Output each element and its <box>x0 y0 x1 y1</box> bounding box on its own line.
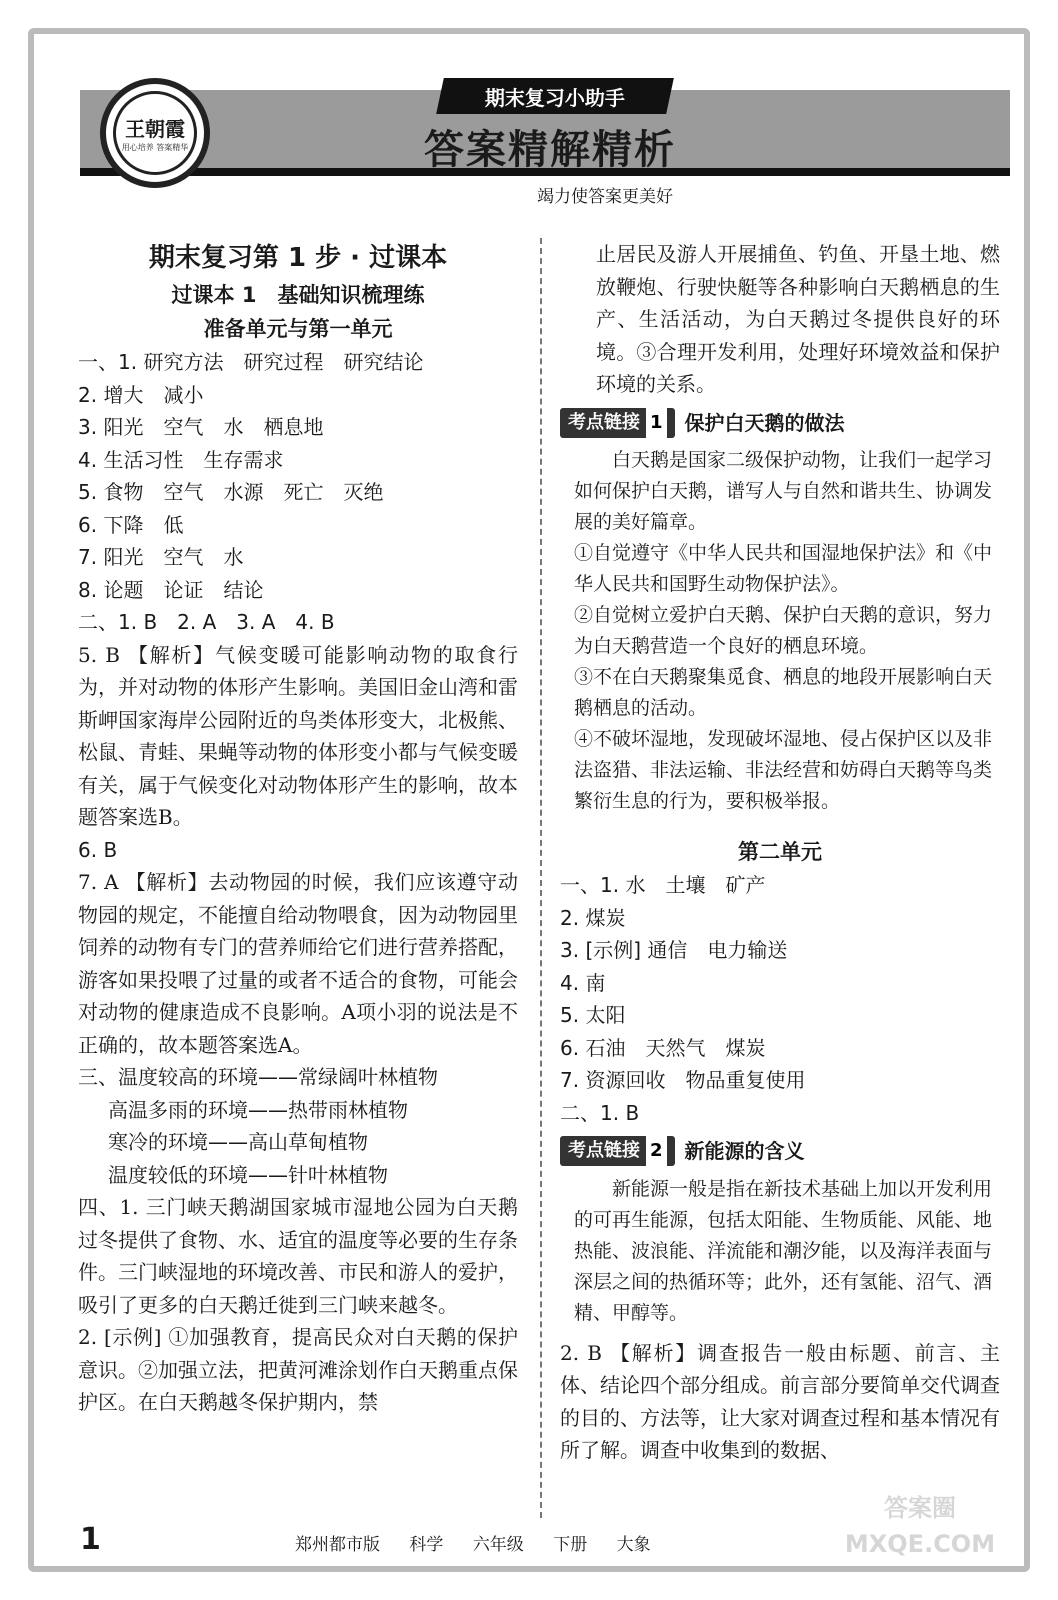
knowledge-link-number: 2 <box>646 1135 667 1168</box>
knowledge-link-tag <box>560 1136 675 1166</box>
page-title: 答案精解精析 <box>424 127 676 173</box>
answer-line: 2. 煤炭 <box>560 905 626 930</box>
column-divider <box>540 238 542 1518</box>
answer-line: 2. 增大 减小 <box>78 382 204 407</box>
answer-line: 一、1. 水 土壤 矿产 <box>560 873 766 897</box>
answer-line: 6. B <box>78 837 118 862</box>
knowledge-item: ④不破坏湿地，发现破坏湿地、侵占保护区以及非法盗猎、非法运输、非法经营和妨碍白天鹅等鸟类繁衍生息的行为，要积极举报。 <box>574 728 993 812</box>
footer-subject: 科学 <box>409 1535 444 1555</box>
footer-publisher: 大象 <box>616 1535 651 1555</box>
slogan: 竭力使答案更美好 <box>537 187 673 207</box>
header <box>80 78 1010 218</box>
knowledge-link-label: 考点链接 <box>568 1140 640 1161</box>
footer-volume: 下册 <box>553 1535 588 1555</box>
right-column <box>560 238 1000 1467</box>
answer-line: 5. 食物 空气 水源 死亡 灭绝 <box>78 480 384 504</box>
knowledge-link-1 <box>560 407 1000 440</box>
unit-heading: 第二单元 <box>738 840 822 864</box>
answer-explanation: 5. B 【解析】气候变暖可能影响动物的取食行为，并对动物的体形产生影响。美国旧金山湾和雷斯岬国家海岸公园附近的鸟类体形变大，北极熊、松鼠、青蛙、果蝇等动物的体形变小都与气候变暖有关，属于气候变化对动物体形产生的影响，故本题答案选B。 <box>78 642 518 829</box>
knowledge-link-title: 新能源的含义 <box>684 1139 805 1163</box>
matching-line: 三、温度较高的环境——常绿阔叶林植物 <box>78 1065 438 1089</box>
answer-line: 二、1. B 2. A 3. A 4. B <box>78 610 335 634</box>
answer-line: 5. 太阳 <box>560 1003 626 1027</box>
answer-line: 一、1. 研究方法 研究过程 研究结论 <box>78 350 424 374</box>
answer-line: 6. 下降 低 <box>78 512 184 537</box>
answer-line: 4. 生活习性 生存需求 <box>78 447 284 472</box>
logo-seal <box>113 91 197 175</box>
knowledge-link-number: 1 <box>646 407 667 440</box>
footer-info <box>295 1530 675 1555</box>
knowledge-link-2 <box>560 1135 1000 1168</box>
brand-logo <box>100 78 210 188</box>
knowledge-link-tag <box>560 408 675 438</box>
knowledge-link-body: 新能源一般是指在新技术基础上加以开发利用的可再生能源，包括太阳能、生物质能、风能、地热能、波浪能、洋流能和潮汐能，以及海洋表面与深层之间的热循环等；此外，还有氢能、沼气、酒精、甲醇等。 <box>574 1177 993 1324</box>
answer-line: 8. 论题 论证 结论 <box>78 577 264 602</box>
matching-line: 高温多雨的环境——热带雨林植物 <box>108 1097 408 1122</box>
watermark: 答案圈 MXQE.COM <box>844 1494 996 1558</box>
section-heading: 期末复习第 1 步 · 过课本 <box>148 243 448 273</box>
answer-line: 3. 阳光 空气 水 栖息地 <box>78 415 324 439</box>
answer-explanation: 7. A 【解析】去动物园的时候，我们应该遵守动物园的规定，不能擅自给动物喂食，因为动物园里饲养的动物有专门的营养师给它们进行营养搭配，游客如果投喂了过量的或者不适合的食物，可能会对动物的健康造成不良影响。A项小羽的说法是不正确的，故本题答案选A。 <box>78 870 518 1057</box>
matching-line: 温度较低的环境——针叶林植物 <box>108 1162 388 1187</box>
knowledge-item: ①自觉遵守《中华人民共和国湿地保护法》和《中华人民共和国野生动物保护法》。 <box>574 542 993 595</box>
answer-line: 4. 南 <box>560 970 606 995</box>
answer-line: 6. 石油 天然气 煤炭 <box>560 1035 766 1060</box>
answer-paragraph: 四、1. 三门峡天鹅湖国家城市湿地公园为白天鹅过冬提供了食物、水、适宜的温度等必要的生存条件。三门峡湿地的环境改善、市民和游人的爱护，吸引了更多的白天鹅迁徙到三门峡来越冬。 <box>78 1195 518 1317</box>
answer-line: 7. 阳光 空气 水 <box>78 545 244 569</box>
answer-line: 二、1. B <box>560 1100 640 1125</box>
page-number: 1 <box>80 1522 101 1557</box>
answer-line: 3. [示例] 通信 电力输送 <box>560 938 788 962</box>
knowledge-link-body <box>560 445 1000 817</box>
footer-edition: 郑州都市版 <box>295 1535 380 1555</box>
footer-grade: 六年级 <box>472 1535 524 1555</box>
matching-line: 寒冷的环境——高山草甸植物 <box>108 1130 368 1154</box>
logo-text: 王朝霞 <box>125 117 185 141</box>
left-column <box>78 238 518 1419</box>
answer-continuation: 止居民及游人开展捕鱼、钓鱼、开垦土地、燃放鞭炮、行驶快艇等各种影响白天鹅栖息的生产、生活活动，为白天鹅过冬提供良好的环境。③合理开发利用，处理好环境效益和保护环境的关系。 <box>596 242 1000 396</box>
knowledge-intro: 白天鹅是国家二级保护动物，让我们一起学习如何保护白天鹅，谱写人与自然和谐共生、协调发展的美好篇章。 <box>574 449 993 533</box>
knowledge-link-title: 保护白天鹅的做法 <box>684 410 845 435</box>
answer-paragraph: 2. [示例] ①加强教育，提高民众对白天鹅的保护意识。②加强立法，把黄河滩涂划作白天鹅重点保护区。在白天鹅越冬保护期内，禁 <box>78 1325 518 1414</box>
unit-heading: 准备单元与第一单元 <box>203 317 393 341</box>
subsection-heading: 过课本 1 基础知识梳理练 <box>171 283 425 307</box>
knowledge-item: ②自觉树立爱护白天鹅、保护白天鹅的意识，努力为白天鹅营造一个良好的栖息环境。 <box>574 604 993 657</box>
header-tag-label: 期末复习小助手 <box>485 85 625 110</box>
answer-line: 7. 资源回收 物品重复使用 <box>560 1068 806 1092</box>
knowledge-link-label: 考点链接 <box>568 411 640 433</box>
knowledge-item: ③不在白天鹅聚集觅食、栖息的地段开展影响白天鹅栖息的活动。 <box>574 666 993 719</box>
logo-subtext: 用心培养 答案精华 <box>121 143 189 152</box>
header-tag <box>436 78 674 114</box>
answer-explanation: 2. B 【解析】调查报告一般由标题、前言、主体、结论四个部分组成。前言部分要简单交代调查的目的、方法等，让大家对调查过程和基本情况有所了解。调查中收集到的数据、 <box>560 1340 1000 1462</box>
